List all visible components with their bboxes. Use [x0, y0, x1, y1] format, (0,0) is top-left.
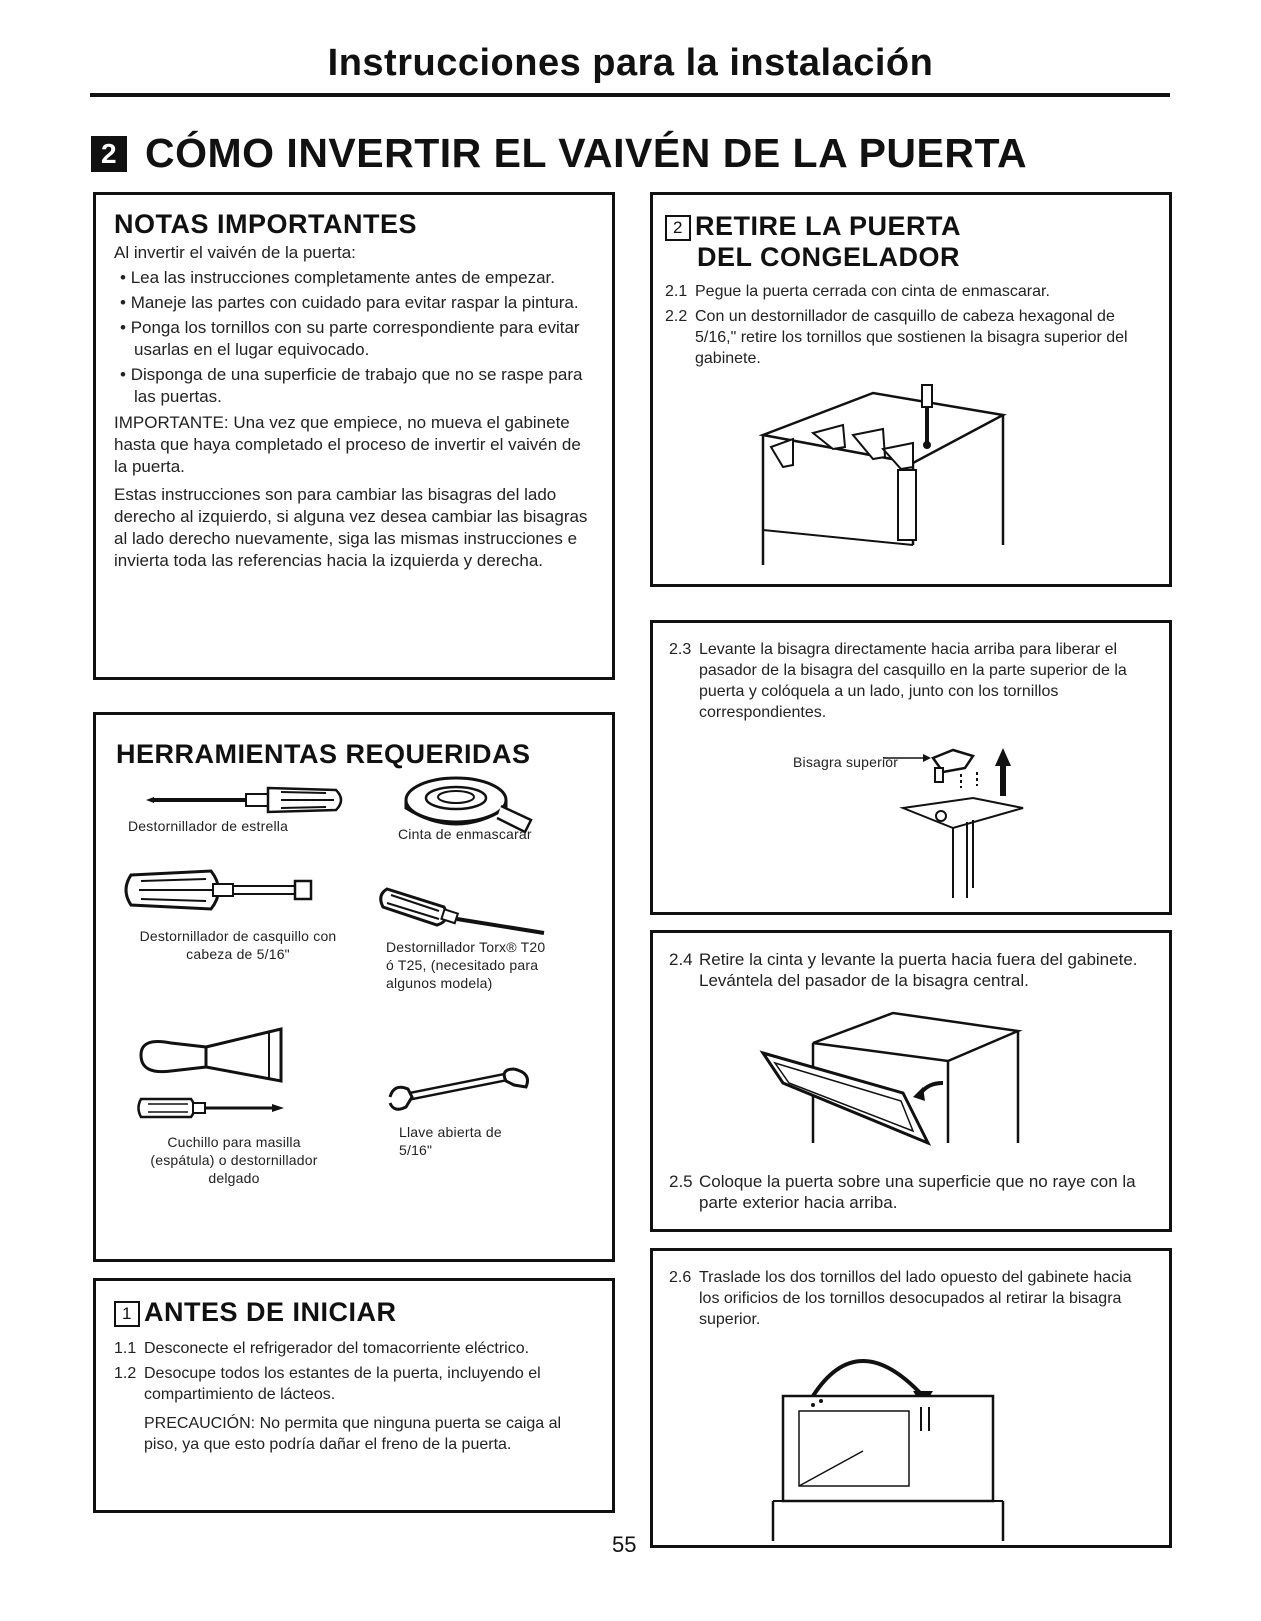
tool-caption: Destornillador de estrella [128, 818, 289, 834]
header-rule [90, 93, 1170, 97]
notes-intro: Al invertir el vaivén de la puerta: [114, 243, 356, 262]
notes-bullet: • Ponga los tornillos con su parte correspondiente para evitar usarlas en el lugar equivocado. [120, 318, 580, 359]
top-hinge-illustration [883, 748, 1083, 898]
tool-caption: Cinta de enmascarar [398, 826, 532, 842]
notes-bullet: • Maneje las partes con cuidado para evitar raspar la pintura. [120, 293, 579, 312]
step-2-5-text: 2.5 Coloque la puerta sobre una superficie que no raye con la parte exterior hacia arriba. [669, 1172, 1136, 1212]
step-number-box: 1 [114, 1301, 140, 1327]
notes-title: NOTAS IMPORTANTES [114, 209, 417, 239]
before-title: 1 ANTES DE INICIAR [114, 1297, 598, 1328]
before-step: 1.1 Desconecte el refrigerador del tomacorriente eléctrico. [114, 1340, 530, 1357]
torx-screwdriver-icon [379, 877, 549, 937]
section-title-text: CÓMO INVERTIR EL VAIVÉN DE LA PUERTA [145, 130, 1028, 176]
important-notes-box [93, 192, 615, 680]
step-number-box: 2 [665, 215, 691, 241]
before-caution: PRECAUCIÓN: No permita que ninguna puerta se caiga al piso, ya que esto podría dañar el freno de la puerta. [144, 1415, 562, 1453]
phillips-screwdriver-icon [146, 780, 346, 820]
taped-door-illustration [753, 385, 1023, 565]
step-2-6-text: 2.6 Traslade los dos tornillos del lado opuesto del gabinete hacia los orificios de los tornillos desocupados al retirar la bisagra superior. [669, 1269, 1132, 1328]
step-2-3-text: 2.3 Levante la bisagra directamente hacia arriba para liberar el pasador de la bisagra del casquillo en la parte superior de la puerta y colóquela a un lado, junto con los tornillos correspondientes. [669, 641, 1127, 721]
tool-caption: Cuchillo para masilla (espátula) o destornillador delgado [150, 1134, 318, 1186]
section-number-badge: 2 [91, 136, 127, 172]
page-header-title: Instrucciones para la instalación [327, 42, 934, 84]
tools-title: HERRAMIENTAS REQUERIDAS [116, 739, 531, 769]
notes-paragraph: Estas instrucciones son para cambiar las bisagras del lado derecho al izquierdo, si alguna vez desea cambiar las bisagras al lado derecho nuevamente, siga las mismas instrucciones e invierta toda las referencias hacia la izquierda y derecha. [114, 485, 588, 570]
required-tools-box [93, 712, 615, 1262]
remove-title: 2 RETIRE LA PUERTA DEL CONGELADOR [665, 211, 1155, 273]
step-2-4-box [650, 930, 1172, 1232]
nut-driver-icon [121, 865, 321, 915]
tool-caption: Destornillador de casquillo con cabeza de 5/16" [139, 928, 337, 962]
putty-knife-icon [131, 1025, 291, 1085]
step-2-4-text: 2.4 Retire la cinta y levante la puerta hacia fuera del gabinete. Levántela del pasador de la bisagra central. [669, 950, 1138, 990]
remove-step: 2.1 Pegue la puerta cerrada con cinta de enmascarar. [665, 283, 1050, 300]
screw-relocation-illustration [773, 1341, 1033, 1541]
before-step: 1.2 Desocupe todos los estantes de la puerta, incluyendo el compartimiento de lácteos. [114, 1365, 541, 1403]
tool-caption: Llave abierta de 5/16" [399, 1124, 502, 1158]
before-starting-box [93, 1278, 615, 1513]
section-title [91, 130, 1027, 177]
notes-bullet: • Disponga de una superficie de trabajo que no se raspe para las puertas. [120, 365, 583, 406]
thin-screwdriver-icon [136, 1093, 286, 1123]
notes-important: IMPORTANTE: Una vez que empiece, no mueva el gabinete hasta que haya completado el proceso de invertir el vaivén de la puerta. [114, 413, 581, 476]
remove-freezer-door-box [650, 192, 1172, 587]
notes-bullet: • Lea las instrucciones completamente antes de empezar. [120, 268, 555, 287]
remove-step: 2.2 Con un destornillador de casquillo de cabeza hexagonal de 5/16," retire los tornillos que sostienen la bisagra superior del gabinete. [665, 308, 1128, 367]
step-2-6-box [650, 1248, 1172, 1548]
tool-caption: Destornillador Torx® T20 ó T25, (necesitado para algunos modela) [386, 939, 546, 991]
door-removal-illustration [753, 1013, 1053, 1153]
page-number: 55 [612, 1532, 637, 1557]
top-hinge-label: Bisagra superior [793, 754, 899, 770]
step-2-3-box [650, 620, 1172, 915]
open-end-wrench-icon [386, 1067, 536, 1117]
